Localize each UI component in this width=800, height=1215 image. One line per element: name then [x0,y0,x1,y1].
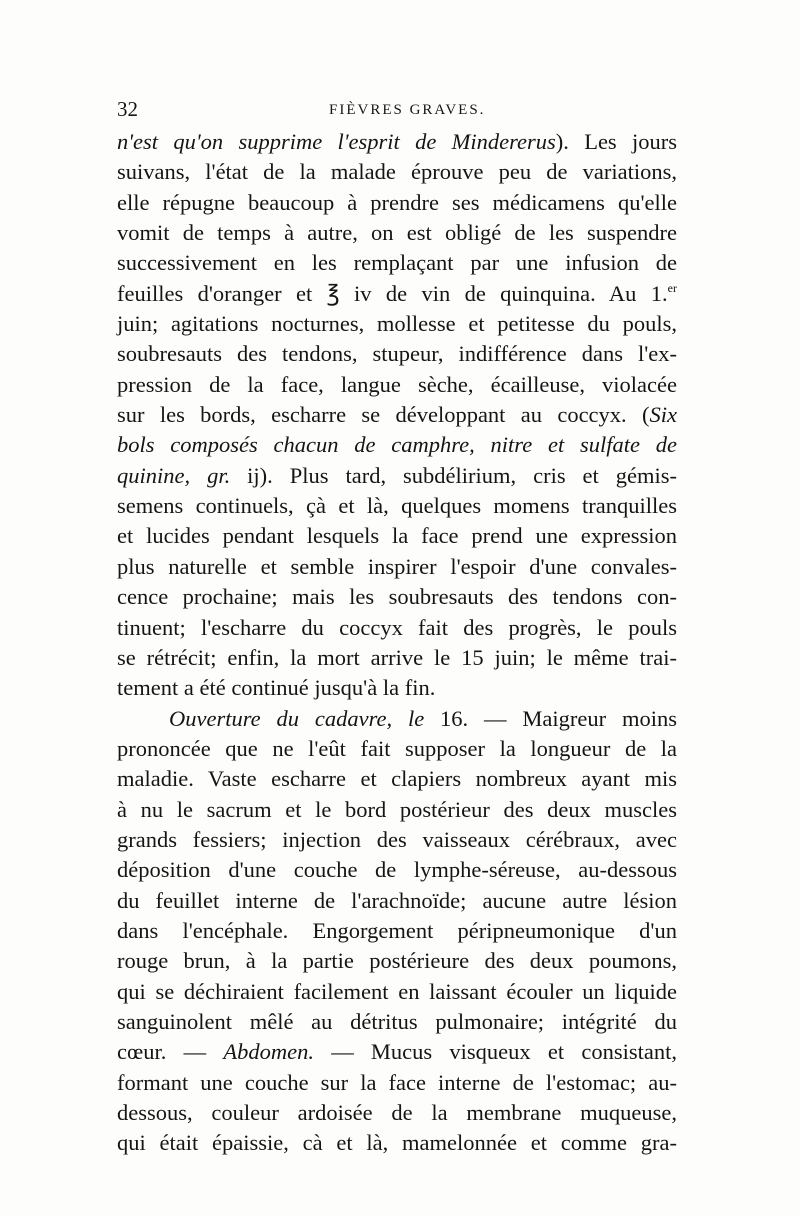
italic-text: Ouverture du cadavre, le [169,705,425,731]
page-number: 32 [117,97,138,121]
text-span: ij). Plus tard, subdélirium, cris et gémis- [230,462,677,488]
text-span: sur les bords, escharre se développant au coccyx. ( [117,402,650,428]
running-head: FIÈVRES GRAVES. [329,102,486,118]
text-line: semens continuels, çà et là, quelques momens tranquilles [117,493,677,519]
body-text [117,127,677,1159]
text-line: prononcée que ne l'eût fait supposer la longueur de la [117,735,677,761]
text-line [117,279,677,309]
text-line: cence prochaine; mais les soubresauts des tendons con- [117,584,677,610]
text-line: déposition d'une couche de lymphe-séreuse, au-dessous [117,857,677,883]
text-line: elle répugne beaucoup à prendre ses médicamens qu'elle [117,189,677,215]
text-line: sanguinolent mêlé au détritus pulmonaire; intégrité du [117,1008,677,1034]
text-span: ) [555,129,564,154]
text-line [117,461,677,491]
page-header [117,96,677,122]
text-line: juin; agitations nocturnes, mollesse et petitesse du pouls, [117,311,677,337]
text-line: dessous, couleur ardoisée de la membrane muqueuse, [117,1100,677,1125]
text-span: . Les jours [563,129,677,154]
text-line: vomit de temps à autre, on est obligé de les suspendre [117,220,677,246]
italic-text: quinine, gr. [117,462,231,488]
text-line: qui se déchiraient facilement en laissant écouler un liquide [117,978,677,1004]
text-line: pression de la face, langue sèche, écailleuse, violacée [117,371,677,397]
text-span: — Mucus visqueux et consistant, [313,1039,677,1065]
text-line: à nu le sacrum et le bord postérieur des deux muscles [117,796,677,822]
text-line: tement a été continué jusqu'à la fin. [117,675,436,701]
text-line: tinuent; l'escharre du coccyx fait des progrès, le pouls [117,614,677,640]
text-line [117,1037,677,1067]
italic-text: Six [649,402,677,428]
text-line: qui était épaissie, cà et là, mamelonnée et comme gra- [117,1130,677,1156]
text-line: du feuillet interne de l'arachnoïde; aucune autre lésion [117,887,677,913]
text-line [117,127,677,157]
text-line [117,704,677,734]
text-line: et lucides pendant lesquels la face prend une expression [117,523,677,549]
italic-text: Abdomen. [223,1039,314,1065]
text-span: feuilles d'oranger et ℥ iv de vin de quinquina. Au 1. [117,280,668,306]
text-line: maladie. Vaste escharre et clapiers nombreux ayant mis [117,766,677,792]
text-line: soubresauts des tendons, stupeur, indifférence dans l'ex- [117,341,677,367]
text-line: grands fessiers; injection des vaisseaux cérébraux, avec [117,826,677,852]
text-span: cœur. — [117,1039,224,1065]
text-line [117,430,677,460]
text-line: formant une couche sur la face interne de l'estomac; au- [117,1069,677,1095]
italic-text: bols composés chacun de camphre, nitre et sulfate de [117,432,677,458]
text-line: plus naturelle et semble inspirer l'espoir d'une convales- [117,553,677,579]
italic-text: n'est qu'on supprime l'esprit de Mindererus [117,129,556,154]
text-line: successivement en les remplaçant par une infusion de [117,250,677,276]
text-line: se rétrécit; enfin, la mort arrive le 15 juin; le même trai- [117,644,677,670]
superscript: er [667,280,677,295]
text-line: rouge brun, à la partie postérieure des deux poumons, [117,948,677,974]
text-line: suivans, l'état de la malade éprouve peu de variations, [117,159,677,185]
text-line: dans l'encéphale. Engorgement péripneumonique d'un [117,917,677,943]
text-line [117,400,677,430]
text-span: 16. — Maigreur moins [424,705,677,731]
